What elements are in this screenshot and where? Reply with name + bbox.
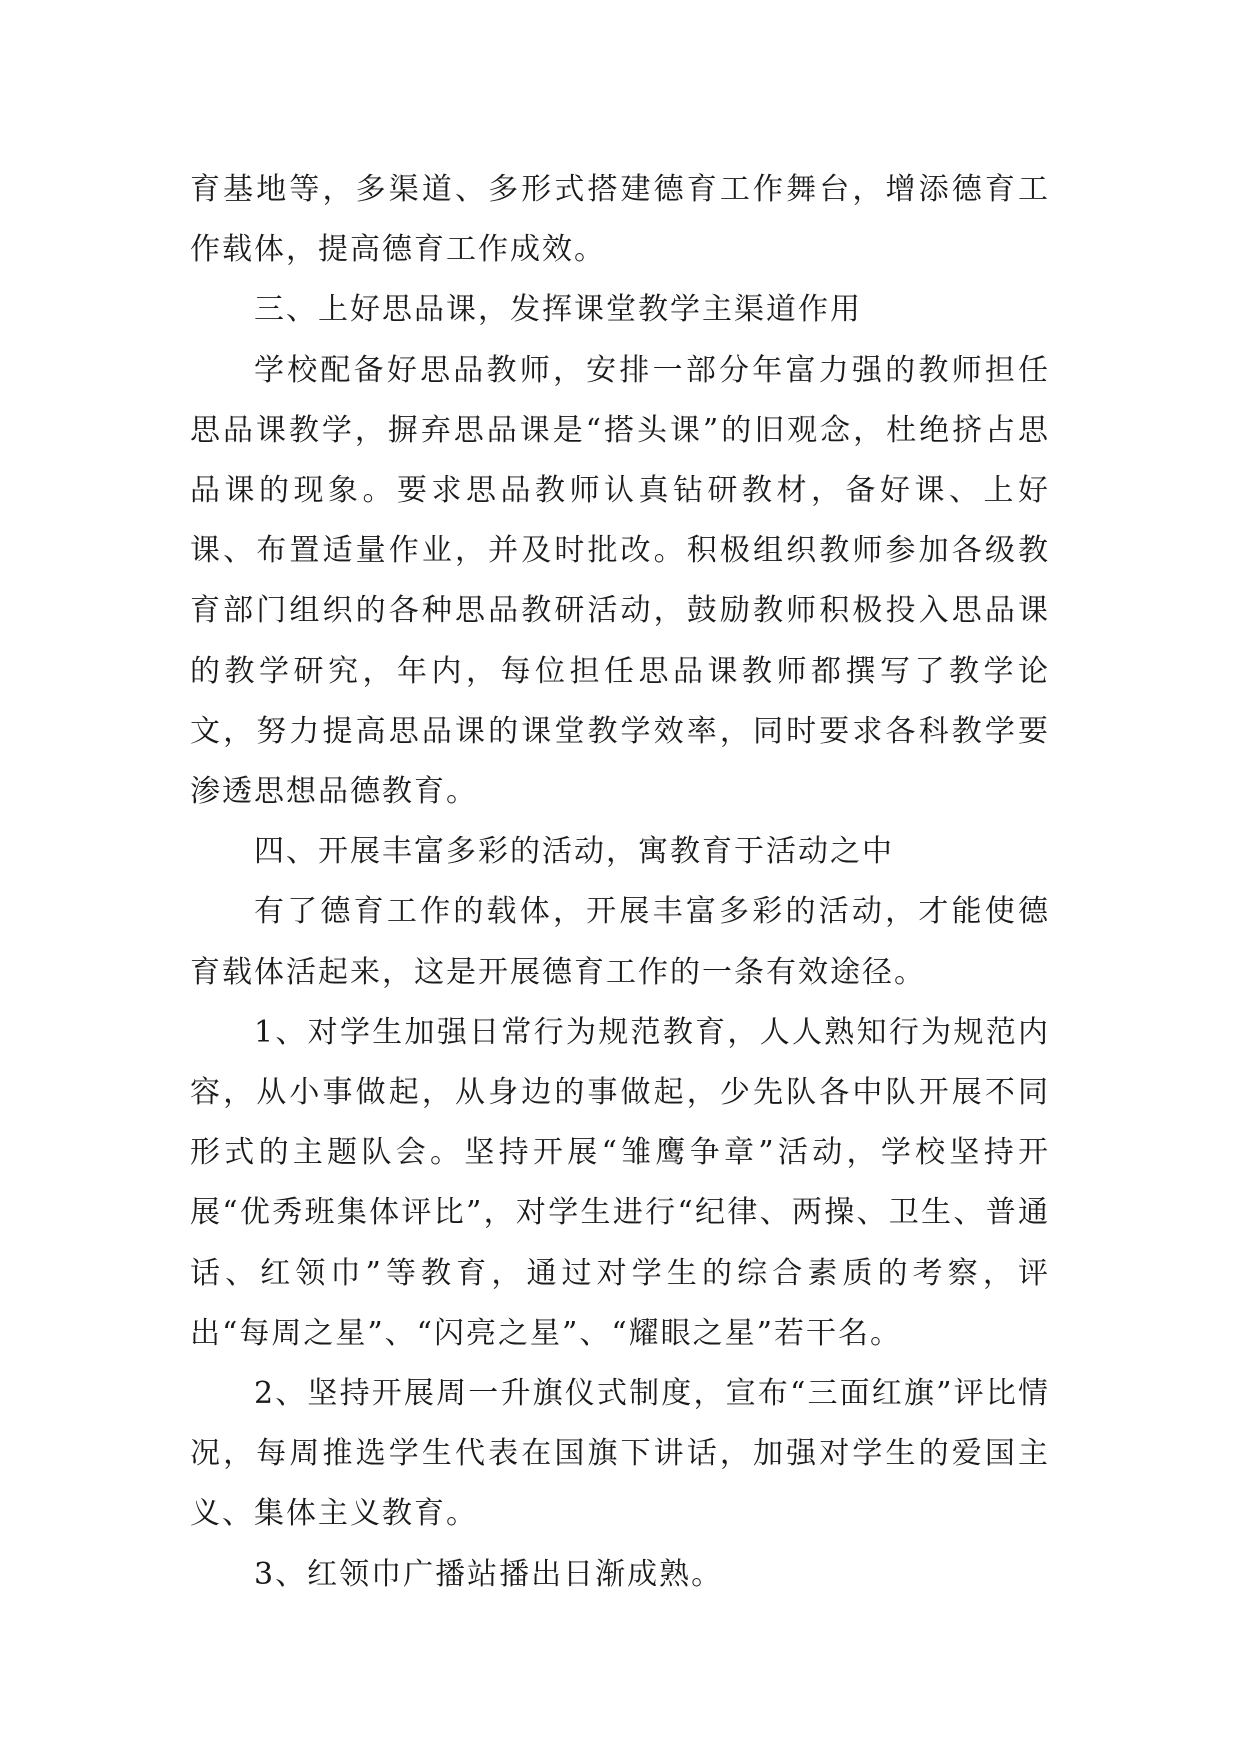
list-item-1: 1、对学生加强日常行为规范教育，人人熟知行为规范内容，从小事做起，从身边的事做起，少先队各中队开展不同形式的主题队会。坚持开展“雏鹰争章”活动，学校坚持开展“优秀班集体评比”，对学生进行“纪律、两操、卫生、普通话、红领巾”等教育，通过对学生的综合素质的考察，评出“每周之星”、“闪亮之星”、“耀眼之星”若干名。 [190,1014,1050,1351]
paragraph-section-3: 学校配备好思品教师，安排一部分年富力强的教师担任思品课教学，摒弃思品课是“搭头课”的旧观念，杜绝挤占思品课的现象。要求思品教师认真钻研教材，备好课、上好课、布置适量作业，并及时批改。积极组织教师参加各级教育部门组织的各种思品教研活动，鼓励教师积极投入思品课的教学研究，年内，每位担任思品课教师都撰写了教学论文，努力提高思品课的课堂教学效率，同时要求各科教学要渗透思想品德教育。 [190,352,1050,810]
paragraph-continuation: 育基地等，多渠道、多形式搭建德育工作舞台，增添德育工作载体，提高德育工作成效。 [190,172,1050,268]
document-body [190,160,1050,1605]
paragraph-section-4-intro: 有了德育工作的载体，开展丰富多彩的活动，才能使德育载体活起来，这是开展德育工作的一条有效途径。 [190,894,1050,990]
section-heading-4: 四、开展丰富多彩的活动，寓教育于活动之中 [254,834,894,870]
section-heading-3: 三、上好思品课，发挥课堂教学主渠道作用 [254,292,862,328]
list-item-3: 3、红领巾广播站播出日渐成熟。 [254,1556,724,1592]
list-item-2: 2、坚持开展周一升旗仪式制度，宣布“三面红旗”评比情况，每周推选学生代表在国旗下讲话，加强对学生的爱国主义、集体主义教育。 [190,1376,1050,1532]
